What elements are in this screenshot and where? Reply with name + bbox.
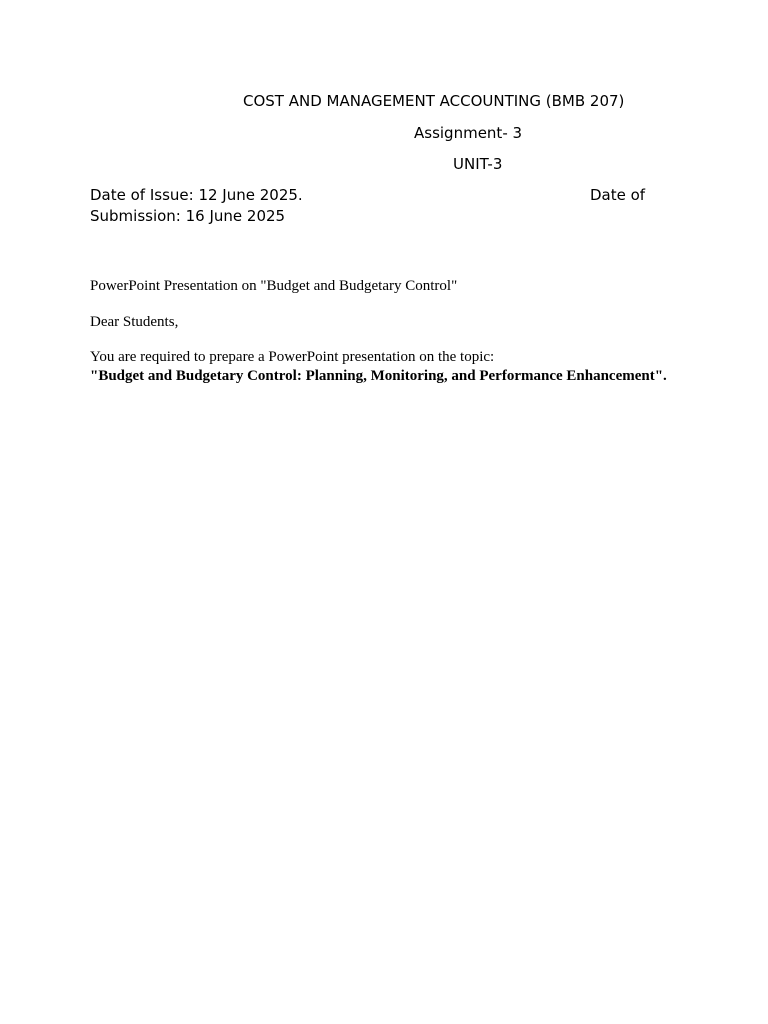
greeting: Dear Students, bbox=[90, 314, 179, 330]
presentation-heading: PowerPoint Presentation on "Budget and Budgetary Control" bbox=[90, 278, 458, 294]
date-of-issue: Date of Issue: 12 June 2025. bbox=[90, 186, 303, 204]
assignment-label: Assignment- 3 bbox=[414, 124, 523, 142]
date-of-submission: Submission: 16 June 2025 bbox=[90, 207, 286, 225]
course-title: COST AND MANAGEMENT ACCOUNTING (BMB 207) bbox=[243, 92, 625, 110]
date-of-submission-prefix: Date of bbox=[590, 186, 646, 204]
instruction-text: You are required to prepare a PowerPoint presentation on the topic: bbox=[90, 349, 495, 365]
unit-label: UNIT-3 bbox=[453, 155, 503, 173]
presentation-topic: "Budget and Budgetary Control: Planning, Monitoring, and Performance Enhancement". bbox=[90, 368, 667, 384]
